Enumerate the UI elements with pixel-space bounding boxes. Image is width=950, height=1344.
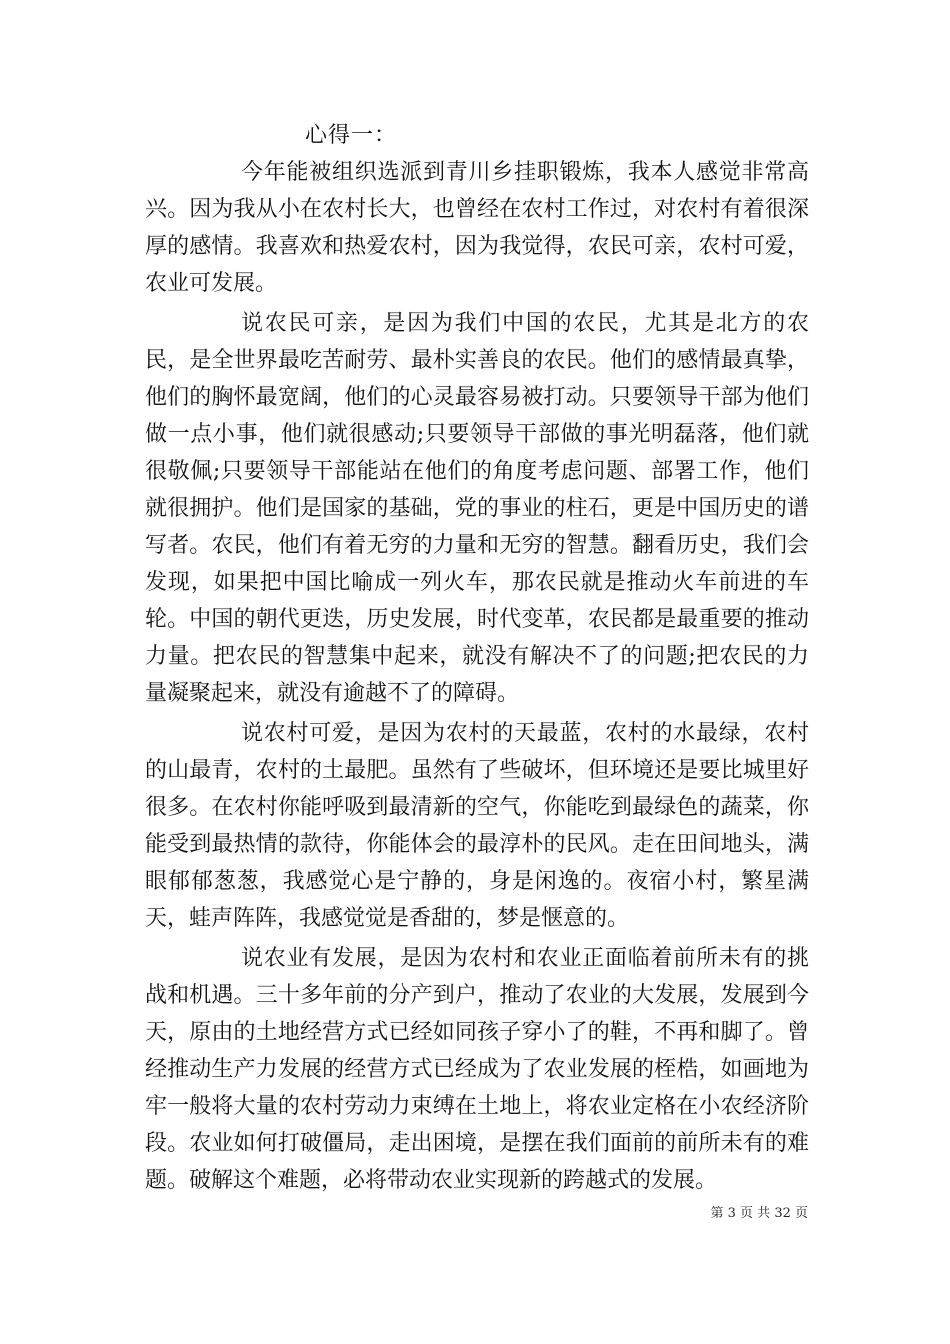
paragraph-agriculture: 说农业有发展，是因为农村和农业正面临着前所未有的挑战和机遇。三十多年前的分产到户，推动了农业的大发展，发展到今天，原由的土地经营方式已经如同孩子穿小了的鞋，不再和脚了。曾经推动生产力发展的经营方式已经成为了农业发展的桎梏，如画地为牢一般将大量的农村劳动力束缚在土地上，将农业定格在小农经济阶段。农业如何打破僵局，走出困境，是摆在我们面前的前所未有的难题。破解这个难题，必将带动农业实现新的跨越式的发展。 [145,946,809,1193]
paragraph-farmers: 说农民可亲，是因为我们中国的农民，尤其是北方的农民，是全世界最吃苦耐劳、最朴实善良的农民。他们的感情最真挚，他们的胸怀最宽阔，他们的心灵最容易被打动。只要领导干部为他们做一点小事，他们就很感动;只要领导干部做的事光明磊落，他们就很敬佩;只要领导干部能站在他们的角度考虑问题、部署工作，他们就很拥护。他们是国家的基础，党的事业的柱石，更是中国历史的谱写者。农民，他们有着无穷的力量和无穷的智慧。翻看历史，我们会发现，如果把中国比喻成一列火车，那农民就是推动火车前进的车轮。中国的朝代更迭，历史发展，时代变革，农民都是最重要的推动力量。把农民的智慧集中起来，就没有解决不了的问题;把农民的力量凝聚起来，就没有逾越不了的障碍。 [145,311,809,706]
section-heading: 心得一： [305,123,398,148]
paragraph-countryside: 说农村可爱，是因为农村的天最蓝，农村的水最绿，农村的山最青，农村的土最肥。虽然有了些破坏，但环境还是要比城里好很多。在农村你能呼吸到最清新的空气，你能吃到最绿色的蔬菜，你能受到最热情的款待，你能体会的最淳朴的民风。走在田间地头，满眼郁郁葱葱，我感觉心是宁静的，身是闲逸的。夜宿小村，繁星满天，蛙声阵阵，我感觉觉是香甜的，梦是惬意的。 [145,721,809,931]
page-number-footer: 第 3 页 共 32 页 [710,1206,808,1221]
document-body [145,117,809,1199]
paragraph-intro: 今年能被组织选派到青川乡挂职锻炼，我本人感觉非常高兴。因为我从小在农村长大，也曾经在农村工作过，对农村有着很深厚的感情。我喜欢和热爱农村，因为我觉得，农民可亲，农村可爱，农业可发展。 [145,160,809,296]
